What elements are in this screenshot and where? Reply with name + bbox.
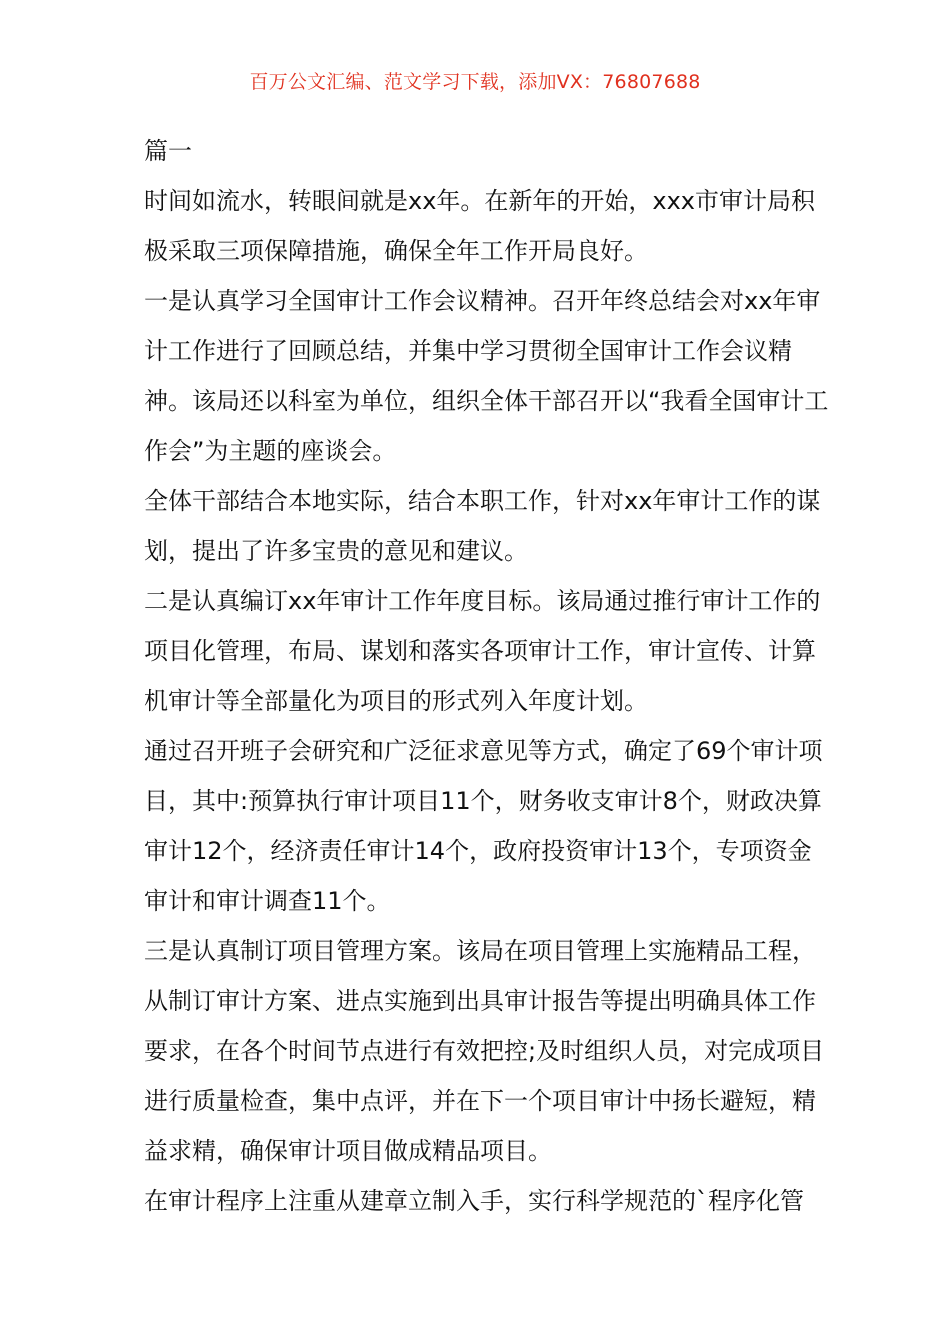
paragraph-5: 通过召开班子会研究和广泛征求意见等方式，确定了69个审计项目，其中:预算执行审计项目11个，财务收支审计8个，财政决算审计12个，经济责任审计14个，政府投资审计13个，专项资金审计和审计调查11个。 [144, 737, 823, 915]
document-body [144, 126, 834, 1226]
paragraph-7: 在审计程序上注重从建章立制入手，实行科学规范的`程序化管 [144, 1187, 804, 1215]
paragraph-6: 三是认真制订项目管理方案。该局在项目管理上实施精品工程，从制订审计方案、进点实施到出具审计报告等提出明确具体工作要求，在各个时间节点进行有效把控;及时组织人员，对完成项目进行质量检查，集中点评，并在下一个项目审计中扬长避短，精益求精，确保审计项目做成精品项目。 [144, 937, 825, 1165]
paragraph-4: 二是认真编订xx年审计工作年度目标。该局通过推行审计工作的项目化管理，布局、谋划和落实各项审计工作，审计宣传、计算机审计等全部量化为项目的形式列入年度计划。 [144, 587, 821, 715]
paragraph-3: 全体干部结合本地实际，结合本职工作，针对xx年审计工作的谋划，提出了许多宝贵的意见和建议。 [144, 487, 821, 565]
header-watermark-note: 百万公文汇编、范文学习下载，添加VX：76807688 [249, 71, 701, 93]
paragraph-2: 一是认真学习全国审计工作会议精神。召开年终总结会对xx年审计工作进行了回顾总结，并集中学习贯彻全国审计工作会议精神。该局还以科室为单位，组织全体干部召开以“我看全国审计工作会”为主题的座谈会。 [144, 287, 829, 465]
section-title: 篇一 [144, 137, 192, 165]
paragraph-1: 时间如流水，转眼间就是xx年。在新年的开始，xxx市审计局积极采取三项保障措施，确保全年工作开局良好。 [144, 187, 816, 265]
